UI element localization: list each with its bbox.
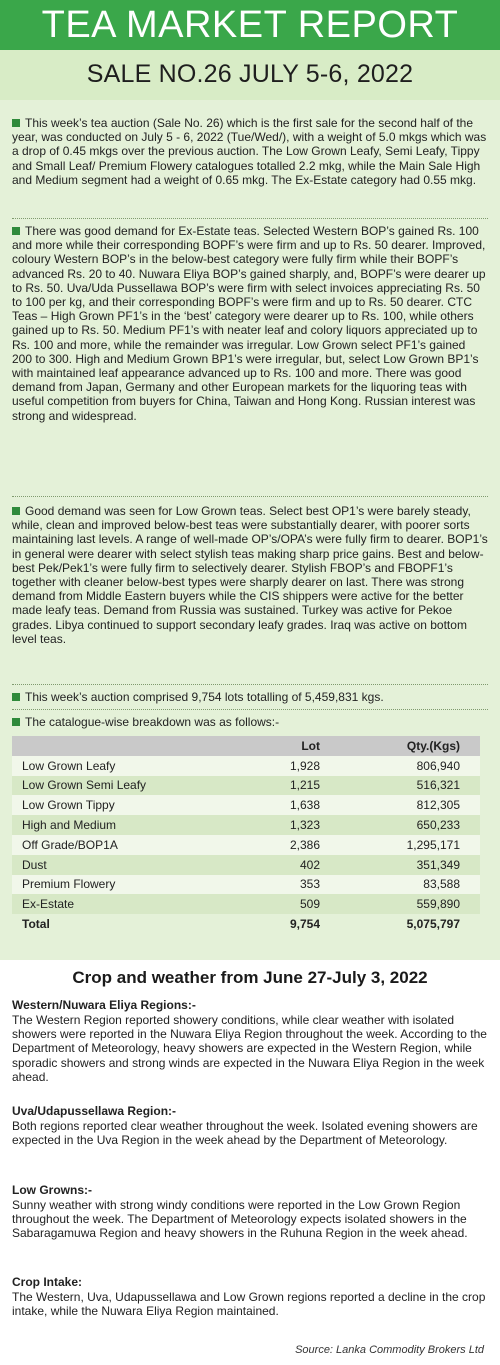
table-row <box>12 894 480 914</box>
column-header-qty: Qty.(Kgs) <box>406 738 460 753</box>
paragraph-text: Good demand was seen for Low Grown teas. Select best OP1’s were barely steady, while, clean and improved below-best teas were substantially dearer, with poorer sorts maintaining last levels. A range of well-made OP’s/OPA’s were fully firm to dearer. BOP1’s in general were dearer with select stylish teas making sharp price gains. Best and below-best Pek/Pek1’s were fully firm to selectively dearer. Stylish FBOP’s and FBOPF1’s together with cleaner below-best types were sharply dearer on last. There was strong demand from Middle Eastern buyers while the CIS shippers were active for the better made leafy teas. Demand from Russia was sustained. Turkey was active for Pekoe grades. Libya continued to support secondary leafy grades. Iraq was active on bottom level teas. <box>12 504 488 646</box>
table-row <box>12 875 480 895</box>
total-lot: 9,754 <box>220 914 330 934</box>
row-qty: 806,940 <box>416 758 460 773</box>
square-bullet-icon <box>12 507 20 515</box>
paragraph-text: This week’s auction comprised 9,754 lots totalling of 5,459,831 kgs. <box>25 690 384 704</box>
table-row <box>12 756 480 776</box>
table-row <box>12 855 480 875</box>
section-title-crop-intake: Crop Intake: <box>12 1275 83 1289</box>
row-lot: 1,638 <box>289 798 320 813</box>
section-body-crop-intake: The Western, Uva, Udapussellawa and Low Grown regions reported a decline in the crop intake, while the Nuwara Eliya Region maintained. <box>12 1290 486 1319</box>
column-header-category <box>12 736 220 756</box>
catalogue-breakdown-table <box>12 736 480 934</box>
row-lot: 353 <box>299 877 320 892</box>
section-title-uva: Uva/Udapussellawa Region:- <box>12 1104 177 1118</box>
row-category: Low Grown Semi Leafy <box>22 778 147 793</box>
section-body-uva: Both regions reported clear weather throughout the week. Isolated evening showers are expected in the Uva Region in the week ahead by the Department of Meteorology. <box>12 1119 478 1148</box>
paragraph-ex-estate <box>12 224 488 423</box>
table-row <box>12 795 480 815</box>
table-header-row <box>12 736 480 756</box>
row-lot: 509 <box>299 897 320 912</box>
paragraph-text: This week’s tea auction (Sale No. 26) which is the first sale for the second half of the year, was conducted on July 5 - 6, 2022 (Tue/Wed/), with a weight of 5.0 mkgs which was a drop of 0.45 mkgs over the previous auction. The Low Grown Leafy, Semi Leafy, Tippy and Small Leaf/ Premium Flowery catalogues totalled 2.2 mkg, while the Main Sale High and Medium segment had a weight of 0.65 mkg. The Ex-Estate category had 0.55 mkg. <box>12 116 487 187</box>
paragraph-sale-overview <box>12 116 488 187</box>
paragraph-breakdown-intro <box>12 715 488 729</box>
row-qty: 650,233 <box>416 818 460 833</box>
dotted-divider <box>12 684 488 685</box>
report-title: TEA MARKET REPORT <box>41 4 459 46</box>
row-category: Ex-Estate <box>22 897 75 912</box>
row-lot: 402 <box>299 857 320 872</box>
section-body-western: The Western Region reported showery conditions, while clear weather with isolated showers were reported in the Nuwara Eliya Region throughout the week. According to the Department of Meteorology, heavy showers are expected in the Western Region, while sporadic showers and strong winds are expected in the Nuwara Eliya Region in the week ahead. <box>12 1013 487 1084</box>
table-row <box>12 835 480 855</box>
row-qty: 83,588 <box>423 877 460 892</box>
dotted-divider <box>12 709 488 710</box>
square-bullet-icon <box>12 119 20 127</box>
square-bullet-icon <box>12 227 20 235</box>
row-category: Low Grown Leafy <box>22 758 116 773</box>
total-qty: 5,075,797 <box>330 914 480 934</box>
crop-weather-heading: Crop and weather from June 27-July 3, 2022 <box>72 968 428 987</box>
row-lot: 2,386 <box>289 837 320 852</box>
row-qty: 516,321 <box>416 778 460 793</box>
paragraph-text: The catalogue-wise breakdown was as follows:- <box>25 715 280 729</box>
square-bullet-icon <box>12 693 20 701</box>
dotted-divider <box>12 218 488 219</box>
row-category: High and Medium <box>22 818 117 833</box>
table-row <box>12 815 480 835</box>
row-category: Low Grown Tippy <box>22 798 115 813</box>
row-lot: 1,323 <box>289 818 320 833</box>
row-lot: 1,215 <box>289 778 320 793</box>
row-lot: 1,928 <box>289 758 320 773</box>
paragraph-auction-total <box>12 690 488 704</box>
table-row <box>12 776 480 796</box>
row-category: Off Grade/BOP1A <box>22 837 118 852</box>
row-qty: 1,295,171 <box>406 837 460 852</box>
row-category: Dust <box>22 857 47 872</box>
square-bullet-icon <box>12 718 20 726</box>
section-title-low-growns: Low Growns:- <box>12 1183 92 1197</box>
table-total-row <box>12 914 480 934</box>
row-qty: 559,890 <box>416 897 460 912</box>
row-qty: 351,349 <box>416 857 460 872</box>
section-title-western: Western/Nuwara Eliya Regions:- <box>12 998 196 1012</box>
source-credit: Source: Lanka Commodity Brokers Ltd <box>295 1344 484 1356</box>
dotted-divider <box>12 496 488 497</box>
section-body-low-growns: Sunny weather with strong windy conditions were reported in the Low Grown Region throughout the week. The Department of Meteorology expects isolated showers in the Sabaragamuwa Region and heavy showers in the Ruhuna Region in the week ahead. <box>12 1198 468 1241</box>
row-qty: 812,305 <box>416 798 460 813</box>
paragraph-low-grown <box>12 504 488 646</box>
paragraph-text: There was good demand for Ex-Estate teas. Selected Western BOP’s gained Rs. 100 and more while their corresponding BOPF’s were firm and up to Rs. 50 dearer. Improved, coloury Western BOP’s in the below-best category were fully firm while their BOPF’s advanced Rs. 20 to 40. Nuwara Eliya BOP’s gained sharply, and, BOPF’s were dearer up to Rs. 50. Uva/Uda Pussellawa BOP’s were firm with select invoices appreciating Rs. 50 to 100 per kg, and their corresponding BOPF’s were firm and up to Rs. 50 dearer. CTC Teas – High Grown PF1’s in the ‘best’ category were dearer up to Rs. 100, while others gained up to Rs. 50. Medium PF1’s with neater leaf and colory liquors appreciated up to Rs. 100 and more, while the remainder was irregular. Low Grown select PF1’s gained 200 to 300. High and Medium Grown BP1’s were irregular, but, select Low Grown BP1’s with maintained leaf appearance advanced up to Rs. 100 and more. There was good demand from Japan, Germany and other European markets for the liquoring teas with useful competition from buyers for China, Taiwan and Hong Kong. Russian interest was strong and widespread. <box>12 224 486 423</box>
column-header-lot: Lot <box>301 738 320 753</box>
report-subtitle: SALE NO.26 JULY 5-6, 2022 <box>86 60 414 88</box>
total-label: Total <box>12 914 220 934</box>
row-category: Premium Flowery <box>22 877 116 892</box>
